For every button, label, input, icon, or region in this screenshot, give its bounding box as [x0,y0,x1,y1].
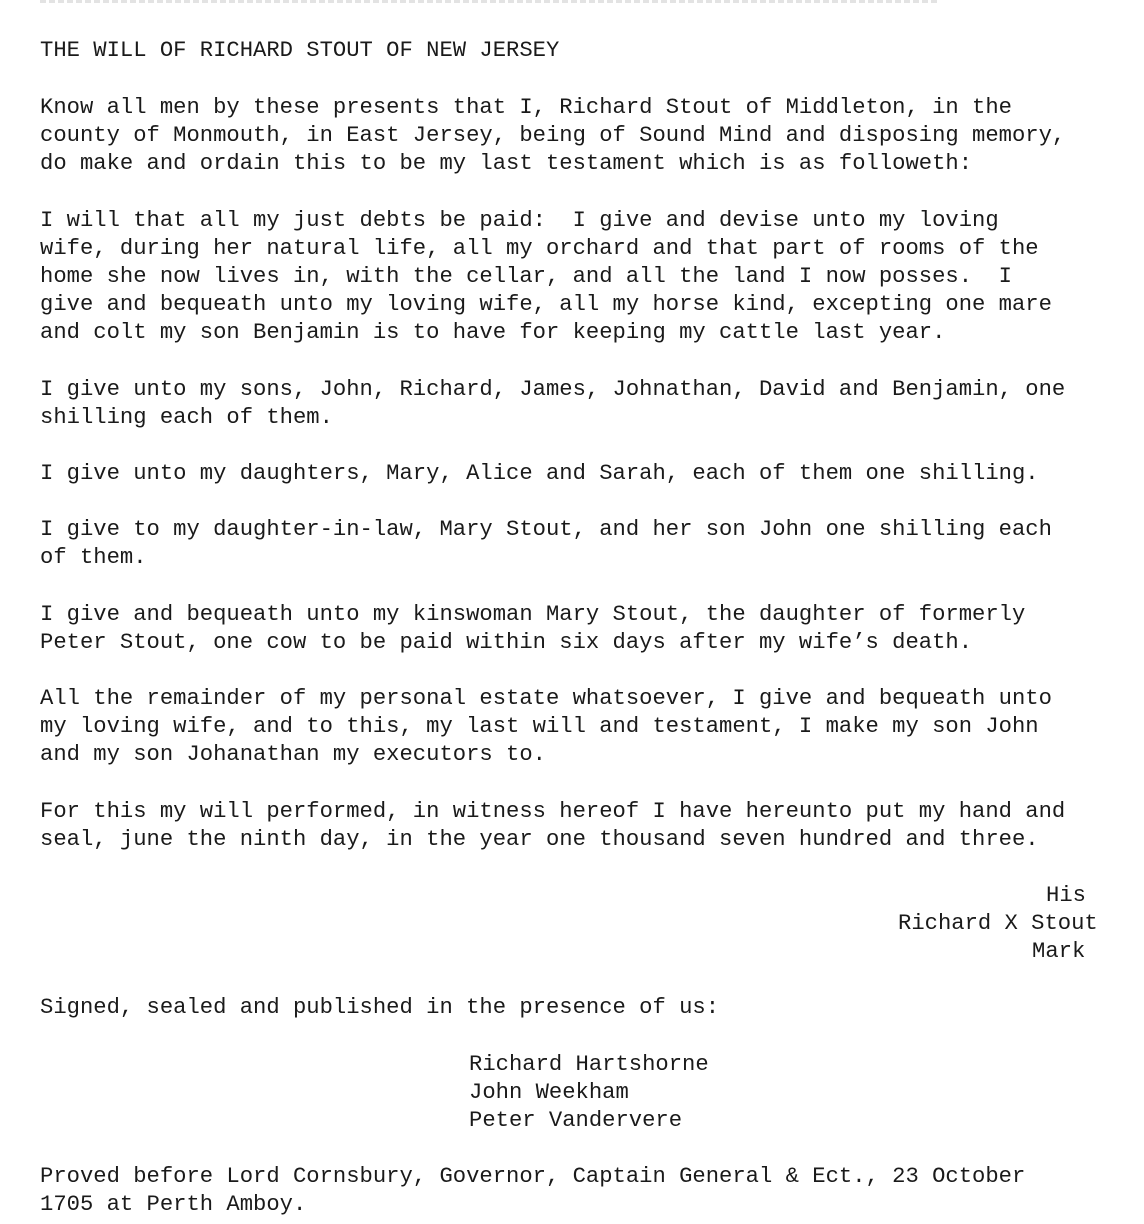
paragraph-8-line-1: For this my will performed, in witness hereof I have hereunto put my hand and [40,799,1066,824]
signature-name: Richard X Stout [898,911,1098,936]
witness-2: John Weekham [469,1080,629,1105]
top-divider [40,0,940,3]
witness-1: Richard Hartshorne [469,1052,709,1077]
paragraph-2-line-4: give and bequeath unto my loving wife, all my horse kind, excepting one mare [40,292,1052,317]
paragraph-4-line-1: I give unto my daughters, Mary, Alice and Sarah, each of them one shilling. [40,461,1039,486]
probate-line-1: Proved before Lord Cornsbury, Governor, Captain General & Ect., 23 October [40,1164,1026,1189]
paragraph-7-line-2: my loving wife, and to this, my last will and testament, I make my son John [40,714,1039,739]
paragraph-8-line-2: seal, june the ninth day, in the year one thousand seven hundred and three. [40,827,1039,852]
paragraph-1-line-3: do make and ordain this to be my last testament which is as followeth: [40,151,973,176]
paragraph-3-line-2: shilling each of them. [40,405,333,430]
paragraph-5-line-1: I give to my daughter-in-law, Mary Stout, and her son John one shilling each [40,517,1052,542]
attestation-line: Signed, sealed and published in the presence of us: [40,995,720,1020]
paragraph-1-line-2: county of Monmouth, in East Jersey, being of Sound Mind and disposing memory, [40,123,1066,148]
paragraph-5-line-2: of them. [40,545,147,570]
paragraph-6-line-2: Peter Stout, one cow to be paid within six days after my wife’s death. [40,630,973,655]
paragraph-7-line-3: and my son Johanathan my executors to. [40,742,546,767]
paragraph-3-line-1: I give unto my sons, John, Richard, James, Johnathan, David and Benjamin, one [40,377,1066,402]
paragraph-7-line-1: All the remainder of my personal estate whatsoever, I give and bequeath unto [40,686,1052,711]
signature-his: His [1046,883,1086,908]
paragraph-2-line-2: wife, during her natural life, all my orchard and that part of rooms of the [40,236,1039,261]
paragraph-2-line-1: I will that all my just debts be paid: I give and devise unto my loving [40,208,999,233]
paragraph-2-line-3: home she now lives in, with the cellar, and all the land I now posses. I [40,264,1012,289]
probate-line-2: 1705 at Perth Amboy. [40,1192,307,1217]
signature-mark: Mark [1032,939,1086,964]
paragraph-1-line-1: Know all men by these presents that I, Richard Stout of Middleton, in the [40,95,1012,120]
witness-3: Peter Vandervere [469,1108,683,1133]
paragraph-2-line-5: and colt my son Benjamin is to have for keeping my cattle last year. [40,320,946,345]
paragraph-6-line-1: I give and bequeath unto my kinswoman Mary Stout, the daughter of formerly [40,602,1026,627]
document-title: THE WILL OF RICHARD STOUT OF NEW JERSEY [40,38,560,63]
